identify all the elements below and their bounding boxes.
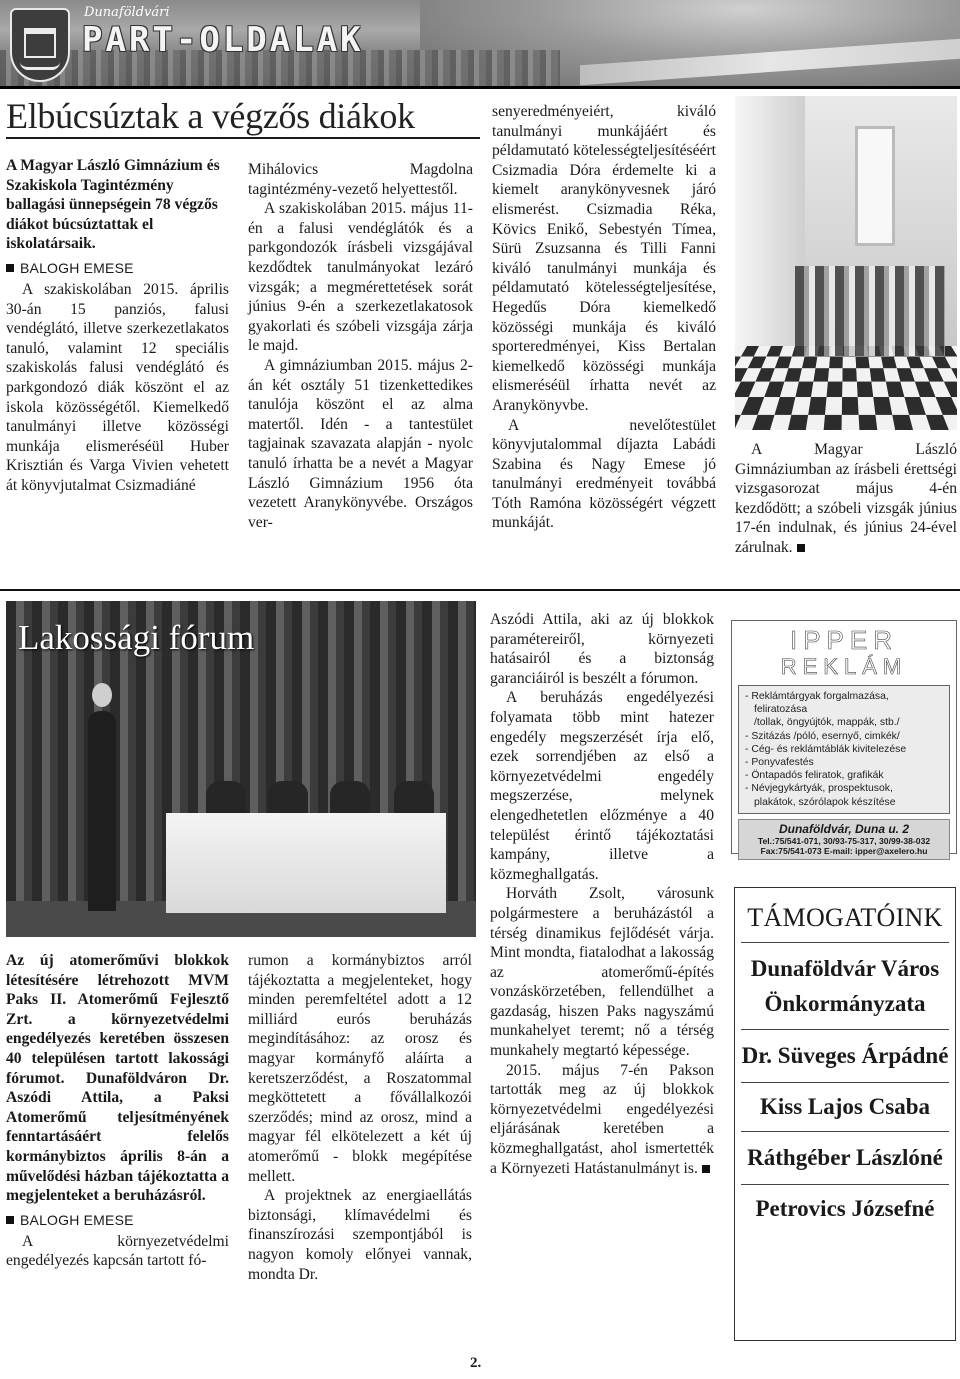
ad-fax-email: Fax:75/541-073 E-mail: ipper@axelero.hu (760, 846, 928, 857)
page-number: 2. (470, 1355, 482, 1371)
sponsors-rule (741, 1131, 949, 1132)
ad-logo-line1: IPPER (789, 625, 899, 655)
sponsors-rule (741, 1082, 949, 1083)
ipper-reklam-ad (731, 620, 957, 857)
ad-service-item: - Ponyvafestés (745, 757, 814, 769)
article2-column-1 (6, 951, 229, 1271)
article1-title-rule (6, 137, 480, 139)
ad-service-item: - Szitázás /póló, esernyő, cimkék/ (745, 730, 900, 742)
article1-paragraph: A nevelőtestület könyvjutalommal díjazta Labádi Szabina és Nagy Emese jó tanulmányi eredményeit továbbá Tóth Ramóna közösségért végzett munkáját. (492, 416, 716, 532)
article2-paragraph: rumon a kormánybiztos arról tájékoztatta a megjelenteket, hogy minden peremfeltétel adott a 12 milliárd eurós beruházás megindításához: az orosz és magyar kormányfő aláírta a keretszerződést, a Roszatommal megköttetett a fővállalkozói szerződés; mind az orosz, mind a magyar fél elkötelezett a két új atomerőmű - blokk megépítése mellett. (248, 952, 472, 1185)
article2-byline (6, 1212, 229, 1228)
ad-address: Dunaföldvár, Duna u. 2 (778, 821, 910, 836)
ad-service-item: plakátok, szórólapok készítése (754, 796, 896, 808)
article1-column-4 (735, 440, 957, 558)
town-crest-icon (10, 8, 70, 82)
bullet-square-icon (6, 264, 14, 272)
article2-column-3 (490, 610, 714, 1178)
article1-paragraph: A szakiskolában 2015. április 30-án 15 panziós, falusi vendéglátó, illetve szerkezetlakatos tanuló, valamint 12 speciális szakiskolás falusi vendéglátó és parkgondozó diák köszönt el az iskola közösségétől. Kiemelkedő tanulmányi illetve közösségi munkája elismeréséül Huber Krisztián és Varga Vivien vehetett át könyvjutalmat Csizmadiáné (6, 280, 229, 494)
section-divider (0, 589, 960, 591)
ad-phone: Tel.:75/541-071, 30/93-75-317, 30/99-38-032 (757, 835, 931, 846)
article2-title: Lakossági fórum (18, 618, 255, 657)
masthead-rule (0, 86, 960, 89)
end-square-icon (797, 544, 805, 552)
article2-paragraph: A projektnek az energiaellátás biztonsági, klímavédelmi és finanszírozási szempontjából is nagyon komoly előnyei vannak, mondta Dr. (248, 1187, 472, 1283)
article1-column-3 (492, 102, 716, 533)
masthead-subtitle: Dunaföldvári (84, 5, 170, 20)
article1-paragraph: senyeredményeiért, kiváló tanulmányi munkájáért és példamutató kötelességteljesítéséért Csizmadia Dóra érdemelte ki a kiemelt aranykönyvesnek járó elismerést. Csizmadia Réka, Kövics Enikő, Sebestyén Tímea, Sürü Zsuzsanna és Tilli Fanni kiváló tanulmányi munkája és példamutató kötelességteljesítése, Hegedűs Dóra kiemelkedő közösségi munkája és kiváló sporteredményei, Kiss Bertalan kiemelkedő közösségi munkája elismeréséül írhatta nevét az Aranykönyvbe. (492, 103, 716, 414)
article2-paragraph: Aszódi Attila, aki az új blokkok paramétereiről, környezeti hatásairól és a biztonság garanciáiról is beszélt a fórumon. (490, 611, 714, 687)
article1-author: BALOGH EMESE (20, 259, 134, 276)
ad-service-item: - Cég- és reklámtáblák kivitelezése (745, 743, 907, 755)
sponsors-title: TÁMOGATÓINK (747, 903, 943, 932)
sponsor-name: Ráthgéber Lászlóné (747, 1145, 943, 1170)
sponsors-rule (741, 1029, 949, 1030)
ad-service-item: - Névjegykártyák, prospektusok, (745, 783, 893, 795)
article2-paragraph: A beruházás engedélyezési folyamata több mint hatezer engedély megszerzését írja elő, ezek sorrendjében az első a környezetvédelmi engedély megszerzése, melynek elengedhetetlen előzménye a 40 települést érintő tájékoztatási kampány, illetve a közmeghallgatás. (490, 689, 714, 883)
article1-title: Elbúcsúztak a végzős diákok (6, 96, 415, 136)
ad-service-item: feliratozása (754, 704, 808, 716)
end-square-icon (702, 1165, 710, 1173)
ad-service-item: - Öntapadós feliratok, grafikák (745, 770, 884, 782)
graduation-photo (735, 96, 957, 430)
sponsors-rule (741, 942, 949, 943)
article1-paragraph: A Magyar László Gimnáziumban az írásbeli érettségi vizsgasorozat május 4-én kezdődött; a szóbeli vizsgák június 17-én indulnak, és június 24-ével zárulnak. (735, 441, 957, 556)
article2-paragraph: Horváth Zsolt, városunk polgármestere a beruházástól a térség dinamikus fejlődését várja. Mint mondta, fiatalodhat a lakosság az atomerőmű-építés vonzáskörzetében, fellendülhet a gazdaság, hiszen Paks nagyszámú munkahelyet teremt; nő a térség munkahely megtartó képessége. (490, 885, 714, 1060)
article2-paragraph: 2015. május 7-én Pakson tartották meg az új blokkok környezetvédelmi engedélyezési eljárásának keretében a közmeghallgatást, ahol ismertették a Környezeti Hatástanulmányt is. (490, 1061, 714, 1177)
article2-column-2 (248, 951, 472, 1284)
bullet-square-icon (6, 1216, 14, 1224)
sponsor-name: Petrovics Józsefné (755, 1196, 935, 1221)
article1-paragraph: Mihálovics Magdolna tagintézmény-vezető helyettestől. (248, 161, 473, 198)
sponsors-rule (741, 1184, 949, 1185)
ad-logo-line2: REKLÁM (780, 654, 908, 679)
article2-paragraph: A környezetvédelmi engedélyezés kapcsán tartott fó- (6, 1232, 229, 1270)
article1-column-2 (248, 160, 473, 532)
article1-byline (6, 260, 229, 276)
sponsors-box (734, 887, 956, 1341)
sponsor-name: Dunaföldvár Város Önkormányzata (750, 956, 940, 1016)
ad-service-item: /tollak, öngyújtók, mappák, stb./ (754, 717, 900, 729)
article1-paragraph: A szakiskolában 2015. május 11-én a falusi vendéglátók és a parkgondozók írásbeli vizsgájával kezdődtek tanulmányokat lezáró vizsgák; a megmérettetések sorát június 9-én a szerkezetlakatosok gyakorlati és szóbeli vizsgája zárja le majd. (248, 200, 473, 355)
ad-services-list (738, 685, 950, 814)
article1-paragraph: A gimnáziumban 2015. május 2-án két osztály 51 tizenkettedikes tanulója köszönt el az alma matertől. Idén - a tantestület tagjainak szavazata alapján - nyolc tanuló írhatta be a nevét a Magyar László Gimnázium 1956 óta vezetett Aranykönyvébe. Országos ver- (248, 356, 473, 531)
article1-column-1 (6, 156, 229, 496)
article2-author: BALOGH EMESE (20, 1211, 134, 1228)
sponsor-name: Dr. Süveges Árpádné (741, 1043, 949, 1068)
masthead-title: PART-OLDALAK (82, 20, 364, 60)
article1-lead: A Magyar László Gimnázium és Szakiskola Tagintézmény ballagási ünnepségein 78 végzős diákot búcsúztattak el iskolatársaik. (6, 157, 220, 253)
sponsor-name: Kiss Lajos Csaba (760, 1094, 930, 1119)
ad-service-item: - Reklámtárgyak forgalmazása, (745, 691, 889, 702)
article2-lead: Az új atomerőművi blokkok létesítésére létrehozott MVM Paks II. Atomerőmű Fejlesztő Zrt. a környezetvédelmi engedélyezés keretében összesen 40 településen tartott lakossági fórumot. Dunaföldváron Dr. Aszódi Attila, a Paksi Atomerőmű teljesítményének fenntartásáért felelős kormánybiztos április 8-án a művelődési házban tájékoztatta a megjelenteket a beruházásról. (6, 952, 229, 1205)
ad-contact (738, 819, 950, 860)
